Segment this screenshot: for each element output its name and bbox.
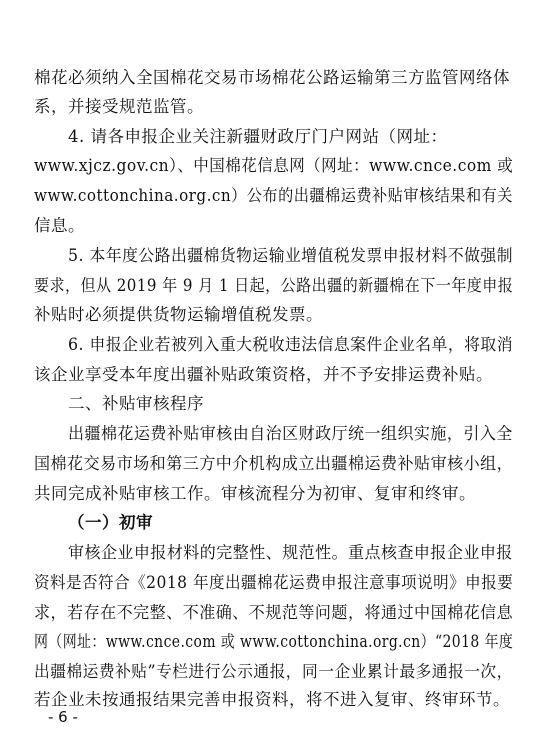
text-line: 5. 本年度公路出疆棉货物运输业增值税发票申报材料不做强制 bbox=[68, 246, 513, 265]
text-line: www.xjcz.gov.cn）、中国棉花信息网（网址：www.cnce.com 或 bbox=[34, 156, 514, 175]
text-line: 网（网址：www.cnce.com 或 www.cottonchina.org.cn）“2018 年度 bbox=[34, 632, 514, 651]
text-line: 信息。 bbox=[34, 216, 85, 235]
page-number: - 6 - bbox=[48, 708, 78, 726]
text-line: 要求，但从 2019 年 9 月 1 日起，公路出疆的新疆棉在下一年度申报 bbox=[34, 276, 514, 295]
text-line: 6. 申报企业若被列入重大税收违法信息案件企业名单，将取消 bbox=[68, 335, 513, 354]
text-line: 系，并接受规范监管。 bbox=[34, 97, 204, 116]
subsection-heading: （一）初审 bbox=[68, 513, 153, 532]
text-line: 4. 请各申报企业关注新疆财政厅门户网站（网址： bbox=[68, 127, 448, 146]
text-line: 共同完成补贴审核工作。审核流程分为初审、复审和终审。 bbox=[34, 484, 476, 503]
text-line: 国棉花交易市场和第三方中介机构成立出疆棉运费补贴审核小组， bbox=[34, 454, 514, 473]
text-line: 求，若存在不完整、不准确、不规范等问题，将通过中国棉花信息 bbox=[34, 603, 514, 622]
text-line: 出疆棉花运费补贴审核由自治区财政厅统一组织实施，引入全 bbox=[68, 424, 513, 443]
text-line: 该企业享受本年度出疆补贴政策资格，并不予安排运费补贴。 bbox=[34, 365, 493, 384]
text-line: 补贴时必须提供货物运输增值税发票。 bbox=[34, 305, 323, 324]
text-line: 资料是否符合《2018 年度出疆棉花运费申报注意事项说明》申报要 bbox=[34, 573, 514, 592]
text-line: 审核企业申报材料的完整性、规范性。重点核查申报企业申报 bbox=[68, 543, 513, 562]
text-line: 出疆棉运费补贴”专栏进行公示通报，同一企业累计最多通报一次， bbox=[34, 662, 513, 681]
section-heading: 二、补贴审核程序 bbox=[68, 394, 204, 413]
text-line: 棉花必须纳入全国棉花交易市场棉花公路运输第三方监管网络体 bbox=[34, 68, 510, 87]
text-line: 若企业未按通报结果完善申报资料，将不进入复审、终审环节。 bbox=[34, 690, 510, 709]
text-line: www.cottonchina.org.cn）公布的出疆棉运费补贴审核结果和有关 bbox=[34, 186, 513, 205]
